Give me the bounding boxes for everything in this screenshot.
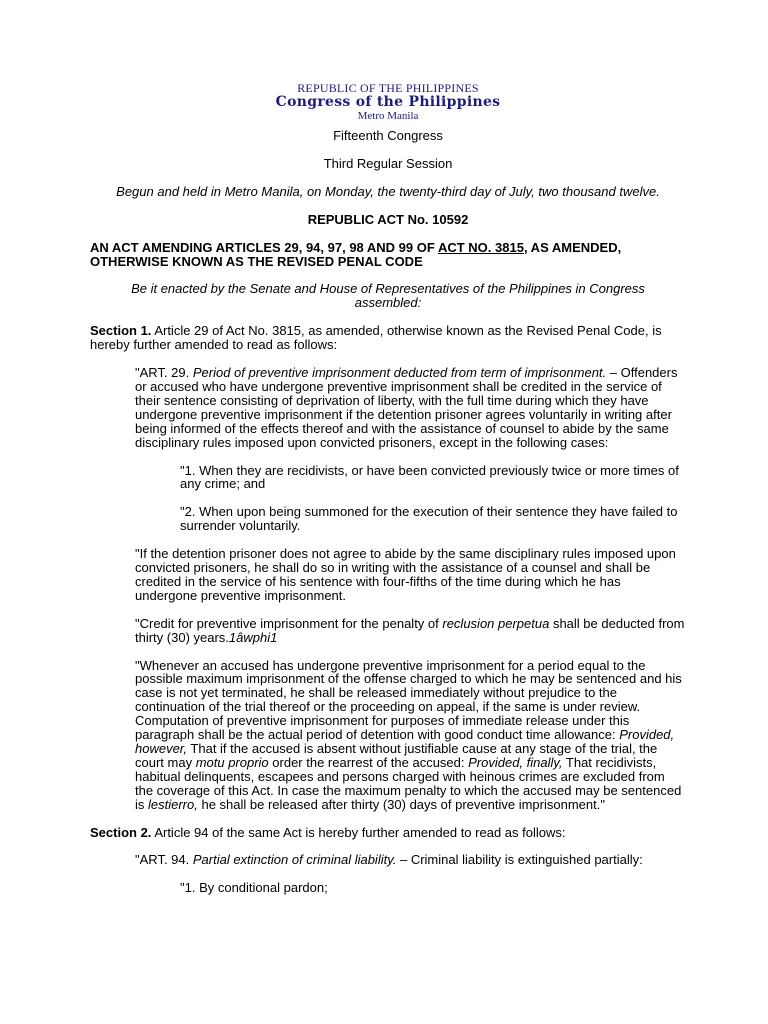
republic-heading: REPUBLIC OF THE PHILIPPINES (297, 81, 479, 95)
section-2-label: Section 2. (90, 824, 152, 840)
article-94-body: – Criminal liability is extinguished partially: (396, 852, 643, 868)
reclusion-perpetua-term: reclusion perpetua (442, 615, 550, 631)
whenever-paragraph (135, 659, 686, 812)
congress-heading: Congress of the Philippines (275, 94, 501, 110)
watermark-mark: 1âwphi1 (228, 629, 278, 645)
credit-prefix: "Credit for preventive imprisonment for the penalty of (135, 615, 443, 631)
lestierro-term: lestierro, (148, 796, 198, 812)
article-94-heading: Partial extinction of criminal liability. (192, 852, 397, 868)
article-94 (135, 853, 686, 867)
whenever-part-5: he shall be released after thirty (30) days of preventive imprisonment." (197, 796, 605, 812)
congress-number: Fifteenth Congress (333, 128, 443, 143)
disagree-paragraph: "If the detention prisoner does not agree to abide by the same disciplinary rules imposed upon convicted prisoners, he shall do so in writing with the assistance of a counsel and shall be credited in the service of his sentence with four-fifths of the time during which he has undergone preventive imprisonment. (135, 546, 676, 603)
document-page (90, 82, 686, 895)
section-1-intro (90, 324, 686, 352)
letterhead (90, 82, 686, 122)
credit-middle: shall be deducted from thirty (30) years. (135, 615, 685, 645)
whenever-part-2: That if the accused is absent without justifiable cause at any stage of the trial, the court may (135, 741, 658, 770)
article-94-item-1: "1. By conditional pardon; (180, 880, 328, 896)
credit-paragraph (135, 617, 686, 645)
whenever-part-3: order the rearrest of the accused: (268, 754, 469, 770)
act-title (90, 241, 686, 269)
metro-manila-heading: Metro Manila (357, 110, 419, 122)
section-1-text: Article 29 of Act No. 3815, as amended, otherwise known as the Revised Penal Code, is hereby further amended to read as follows: (90, 323, 662, 353)
begun-statement: Begun and held in Metro Manila, on Monday, the twenty-third day of July, two thousand twelve. (116, 183, 660, 199)
article-29 (135, 366, 686, 449)
act-title-prefix: AN ACT AMENDING ARTICLES 29, 94, 97, 98 AND 99 OF (90, 239, 438, 255)
article-29-heading: Period of preventive imprisonment deducted from term of imprisonment. (192, 365, 607, 381)
whenever-part-4: That recidivists, habitual delinquents, escapees and persons charged with heinous crimes are excluded from the coverage of this Act. In case the maximum penalty to which the accused may be sentenced is (135, 754, 682, 812)
article-29-body: – Offenders or accused who have undergone preventive imprisonment shall be credited in the service of their sentence consisting of deprivation of liberty, with the full time during which they have undergone preventive imprisonment if the detention prisoner agrees voluntarily in writing after being informed of the effects thereof and with the assistance of counsel to abide by the same disciplinary rules imposed upon convicted prisoners, except in the following cases: (135, 365, 678, 450)
section-1-label: Section 1. (90, 323, 152, 339)
exception-case-1: "1. When they are recidivists, or have been convicted previously twice or more times of any crime; and (180, 462, 679, 492)
article-94-open: "ART. 94. (135, 852, 193, 868)
provided-finally: Provided, finally, (468, 754, 563, 770)
act-3815-link[interactable]: ACT NO. 3815 (437, 239, 524, 255)
section-2-text: Article 94 of the same Act is hereby further amended to read as follows: (151, 824, 566, 840)
whenever-part-1: "Whenever an accused has undergone preventive imprisonment for a period equal to the possible maximum imprisonment of the offense charged to which he may be sentenced and his case is not yet terminated, he shall be released immediately without prejudice to the continuation of the trial thereof or the proceeding on appeal, if the same is under review. Computation of preventive imprisonment for purposes of immediate release under this paragraph shall be the actual period of detention with good conduct time allowance: (135, 657, 682, 743)
enacting-clause: Be it enacted by the Senate and House of Representatives of the Philippines in Congress assembled: (131, 281, 645, 311)
exception-case-2: "2. When upon being summoned for the execution of their sentence they have failed to surrender voluntarily. (180, 504, 678, 534)
act-number: REPUBLIC ACT No. 10592 (307, 211, 469, 227)
article-29-open: "ART. 29. (135, 365, 193, 381)
provided-however: Provided, however, (135, 727, 675, 756)
act-title-suffix: , AS AMENDED, OTHERWISE KNOWN AS THE REVISED PENAL CODE (90, 239, 622, 269)
section-2-intro (90, 826, 686, 840)
motu-proprio: motu proprio (195, 754, 269, 770)
session-name: Third Regular Session (323, 155, 453, 171)
